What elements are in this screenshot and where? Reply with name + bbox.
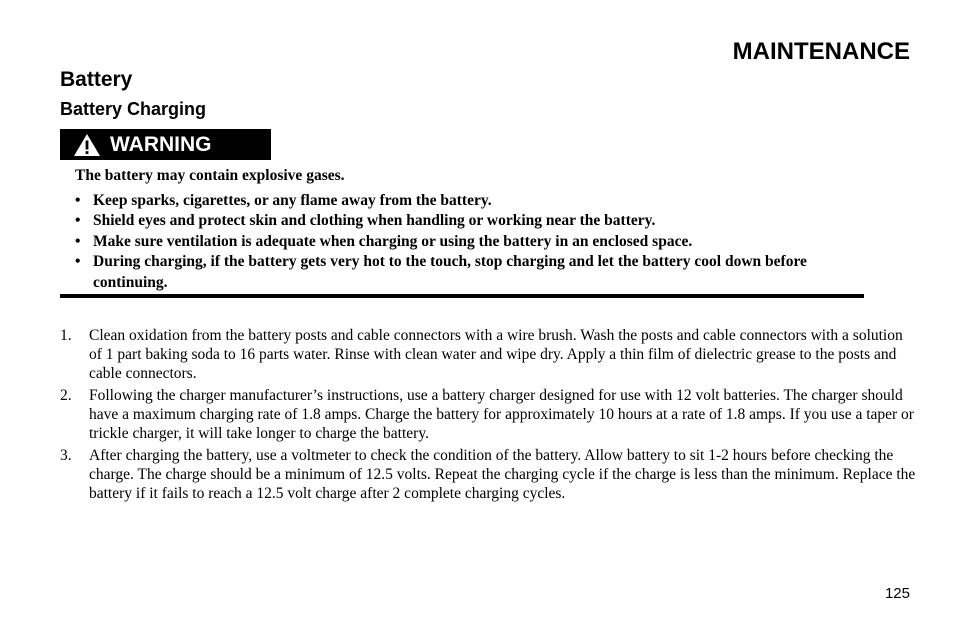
warning-bullet bbox=[75, 252, 865, 293]
step-number: 2. bbox=[60, 387, 72, 404]
step-item bbox=[60, 446, 916, 503]
step-number: 3. bbox=[60, 447, 72, 464]
warning-intro: The battery may contain explosive gases. bbox=[75, 167, 345, 184]
step-list bbox=[60, 326, 916, 506]
page-subtitle: Battery Charging bbox=[60, 99, 207, 119]
warning-triangle-icon bbox=[73, 133, 101, 157]
page-title: Battery bbox=[60, 68, 133, 91]
step-text: Clean oxidation from the battery posts and cable connectors with a wire brush. Wash the posts and cable connectors with a solution of 1 part baking soda to 16 parts water. Rinse with clean water and wipe dry. Apply a thin film of dielectric grease to the posts and cable connectors. bbox=[89, 327, 903, 382]
warning-banner bbox=[60, 129, 271, 160]
warning-bullet bbox=[75, 211, 865, 232]
warning-divider bbox=[60, 294, 864, 298]
warning-bullet-text: Keep sparks, cigarettes, or any flame away from the battery. bbox=[93, 191, 492, 209]
section-header: MAINTENANCE bbox=[732, 38, 910, 65]
warning-bullet-list bbox=[75, 191, 865, 294]
step-item bbox=[60, 326, 916, 383]
warning-bullet bbox=[75, 232, 865, 253]
bullet-icon: • bbox=[75, 212, 81, 229]
warning-bullet-text: Shield eyes and protect skin and clothing when handling or working near the battery. bbox=[93, 212, 656, 229]
bullet-icon: • bbox=[75, 232, 81, 250]
step-number: 1. bbox=[60, 327, 72, 344]
warning-bullet bbox=[75, 191, 865, 212]
warning-bullet-text: During charging, if the battery gets very hot to the touch, stop charging and let the battery cool down before continuing. bbox=[93, 253, 807, 291]
warning-bullet-text: Make sure ventilation is adequate when charging or using the battery in an enclosed space. bbox=[93, 232, 693, 250]
page-number: 125 bbox=[884, 585, 910, 602]
bullet-icon: • bbox=[75, 253, 81, 270]
bullet-icon: • bbox=[75, 191, 81, 209]
warning-body bbox=[75, 166, 865, 293]
step-text: After charging the battery, use a voltmeter to check the condition of the battery. Allow battery to sit 1-2 hours before checking the charge. The charge should be a minimum of 12.5 volts. Repeat the charging cycle if the charge is less than the minimum. Replace the battery if it fails to reach a 12.5 volt charge after 2 complete charging cycles. bbox=[89, 447, 916, 502]
step-text: Following the charger manufacturer’s instructions, use a battery charger designed for use with 12 volt batteries. The charger should have a maximum charging rate of 1.8 amps. Charge the battery for approximately 10 hours at a rate of 1.8 amps. If you use a taper or trickle charger, it will take longer to charge the battery. bbox=[89, 387, 914, 442]
step-item bbox=[60, 386, 916, 443]
warning-label: WARNING bbox=[110, 132, 212, 156]
